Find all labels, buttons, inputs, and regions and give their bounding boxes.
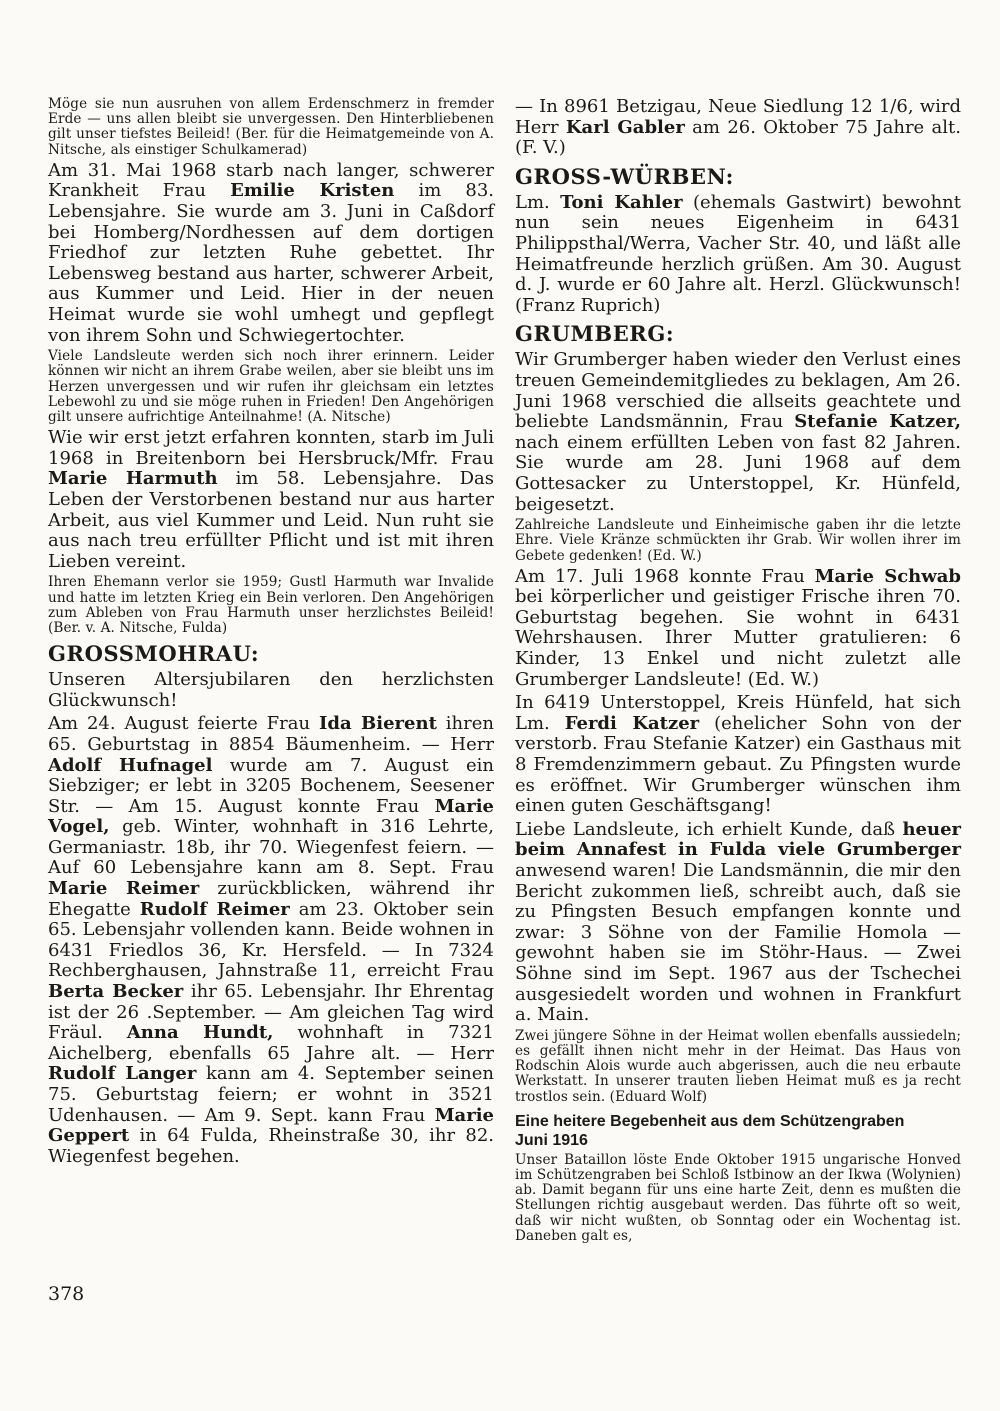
small-paragraph xyxy=(48,349,494,425)
bold-name-text: Marie Reimer xyxy=(48,878,200,900)
bold-name-text: Ferdi Katzer xyxy=(564,712,700,734)
text-run: am 23. Oktober sein 65. Lebensjahr vollenden kann. Beide wohnen in 6431 Friedlos 36, Kr. Hersfeld. — In 7324 Rechberghausen, Jahnstraße 11, erreicht Frau xyxy=(48,898,495,982)
small-paragraph xyxy=(515,1029,961,1105)
story-title: Eine heitere Begebenheit aus dem Schützengraben Juni 1916 xyxy=(515,1112,905,1150)
left-column xyxy=(48,97,494,1247)
body-paragraph xyxy=(515,820,961,1026)
text-run: In 6419 Unterstoppel, Kreis Hünfeld, hat sich Lm. xyxy=(515,692,961,734)
bold-name-text: Berta Becker xyxy=(48,981,184,1003)
section-heading: GROSSMOHRAU: xyxy=(48,641,260,667)
text-run: Viele Landsleute werden sich noch ihrer erinnern. Leider können wir nicht an ihrem Grabe weilen, aber sie bleibt uns im Herzen unvergessen und wir rufen ihr gleichsam ein letztes Lebewohl zu und sie möge ruhen in Frieden! Den Angehörigen gilt unsere aufrichtige Anteilnahme! (A. Nitsche) xyxy=(48,348,494,425)
text-run: Möge sie nun ausruhen von allem Erdenschmerz in fremder Erde — uns allen bleibt sie unvergessen. Den Hinterbliebenen gilt unser tiefstes Beileid! (Ber. für die Heimatgemeinde von A. Nitsche, als einstiger Schulkamerad) xyxy=(48,96,494,158)
text-run: Liebe Landsleute, ich erhielt Kunde, daß xyxy=(515,818,903,840)
text-run: wohnhaft in 7321 Aichelberg, ebenfalls 65 Jahre alt. — Herr xyxy=(48,1022,494,1064)
text-run: — In 8961 Betzigau, Neue Siedlung 12 1/6, wird Herr xyxy=(515,96,961,138)
right-column xyxy=(515,97,961,1247)
text-run: am 26. Oktober 75 Jahre alt. (F. V.) xyxy=(515,116,961,159)
body-paragraph xyxy=(48,161,494,346)
bold-name-text: Adolf Hufnagel xyxy=(48,754,213,776)
text-run: Wie wir erst jetzt erfahren konnten, starb im Juli 1968 in Breitenborn bei Hersbruck/Mfr. Frau xyxy=(48,427,494,469)
body-paragraph xyxy=(515,693,961,817)
body-paragraph xyxy=(48,714,494,1167)
small-paragraph xyxy=(48,97,494,158)
text-run: Unseren Altersjubilaren den herzlichsten Glückwunsch! xyxy=(48,669,494,711)
bold-name-text: Anna Hundt, xyxy=(126,1022,274,1044)
text-run: Am 24. August feierte Frau xyxy=(48,713,319,735)
bold-name-text: Emilie Kristen xyxy=(230,180,395,202)
text-run: Unser Bataillon löste Ende Oktober 1915 ungarische Honved im Schützengraben bei Schloß Istbinow an der Ikwa (Wolynien) ab. Damit begann für uns eine harte Zeit, denn es mußten die Stellungen richtig ausgebaut werden. Das führte oft so weit, daß wir nicht wußten, ob Sonntag oder ein Wochentag ist. Daneben galt es, xyxy=(515,1151,961,1244)
text-run: geb. Winter, wohnhaft in 316 Lehrte, Germaniastr. 18b, ihr 70. Wiegenfest feiern. — Auf 60 Lebensjahre kann am 8. Sept. Frau xyxy=(48,816,494,879)
body-paragraph xyxy=(48,670,494,711)
bold-name-text: Karl Gabler xyxy=(565,116,685,138)
section-heading: GROSS-WÜRBEN: xyxy=(515,163,734,189)
text-run: (ehemals Gastwirt) bewohnt nun sein neues Eigenheim in 6431 Philippsthal/Werra, Vacher Str. 40, und läßt alle Heimatfreunde herzlich grüßen. Am 30. August d. J. wurde er 60 Jahre alt. Herzl. Glückwunsch! (Franz Ruprich) xyxy=(515,191,962,316)
text-run: anwesend waren! Die Landsmännin, die mir den Bericht zukommen ließ, schreibt auch, daß sie zu Pfingsten Besuch empfangen konnte und zwar: 3 Söhne von der Familie Homola — gewohnt haben sie im Stöhr-Haus. — Zwei Söhne sind im Sept. 1967 aus der Tschechei ausgesiedelt worden und wohnen in Frankfurt a. Main. xyxy=(515,860,961,1026)
bold-name-text: Marie Vogel, xyxy=(48,795,494,838)
text-run: wurde am 7. August ein Siebziger; er lebt in 3205 Bochenem, Seesener Str. — Am 15. August konnte Frau xyxy=(48,754,494,817)
body-paragraph xyxy=(515,350,961,515)
page-number: 378 xyxy=(48,1283,85,1305)
body-paragraph xyxy=(48,428,494,572)
text-run: in 64 Fulda, Rheinstraße 30, ihr 82. Wiegenfest begehen. xyxy=(48,1125,494,1167)
bold-name-text: Rudolf Langer xyxy=(48,1063,197,1085)
text-run: im 58. Lebensjahre. Das Leben der Verstorbenen bestand nur aus harter Arbeit, aus viel Kummer und Leid. Nun ruht sie aus nach treu erfüllter Pflicht und ist mit ihren Lieben vereint. xyxy=(48,468,494,572)
small-paragraph xyxy=(515,1153,961,1244)
text-run: Wir Grumberger haben wieder den Verlust eines treuen Gemeindemitgliedes zu beklagen, Am 26. Juni 1968 verschied die allseits geachtete und beliebte Landsmännin, Frau xyxy=(515,349,961,433)
bold-name-text: Marie Schwab xyxy=(814,565,962,587)
text-run: im 83. Lebensjahre. Sie wurde am 3. Juni in Caßdorf bei Homberg/Nordhessen auf dem dortigen Friedhof zur letzten Ruhe gebettet. Ihr Lebensweg bestand aus harter, schwerer Arbeit, aus Kummer und Leid. Hier in der neuen Heimat wurde sie wohl umhegt und gepflegt von ihrem Sohn und Schwiegertochter. xyxy=(48,180,495,346)
small-paragraph xyxy=(48,575,494,636)
content-columns xyxy=(48,97,962,1247)
text-run: nach einem erfüllten Leben von fast 82 Jahren. Sie wurde am 28. Juni 1968 auf dem Gottesacker zu Unterstoppel, Kr. Hünfeld, beigesetzt. xyxy=(515,431,961,515)
bold-name-text: Marie Geppert xyxy=(48,1104,494,1147)
text-run: Ihren Ehemann verlor sie 1959; Gustl Harmuth war Invalide und hatte im letzten Krieg ein Bein verloren. Den Angehörigen zum Ableben von Frau Harmuth unser herzlichstes Beileid! (Ber. v. A. Nitsche, Fulda) xyxy=(48,574,494,636)
text-run: Zwei jüngere Söhne in der Heimat wollen ebenfalls aussiedeln; es gefällt ihnen nicht mehr in der Heimat. Das Haus von Rodschin Alois wurde auch abgerissen, auch die neu erbaute Werkstatt. In unserer trauten lieben Heimat muß es ja recht trostlos sein. (Eduard Wolf) xyxy=(515,1027,961,1105)
text-run: ihr 65. Lebensjahr. Ihr Ehrentag ist der 26 .September. — Am gleichen Tag wird Fräul. xyxy=(48,981,494,1044)
text-run: bei körperlicher und geistiger Frische ihren 70. Geburtstag begehen. Sie wohnt in 6431 Wehrshausen. Ihrer Mutter gratulieren: 6 Kinder, 13 Enkel und nicht zuletzt alle Grumberger Landsleute! (Ed. W.) xyxy=(515,586,961,690)
text-run: kann am 4. September seinen 75. Geburtstag feiern; er wohnt in 3521 Udenhausen. — Am 9. Sept. kann Frau xyxy=(48,1063,494,1126)
bold-name-text: Marie Harmuth xyxy=(48,468,218,490)
bold-name-text: Rudolf Reimer xyxy=(139,898,290,920)
bold-name-text: Toni Kahler xyxy=(560,191,683,213)
body-paragraph xyxy=(515,97,961,159)
small-paragraph xyxy=(515,518,961,564)
bold-name-text: heuer beim Annafest in Fulda viele Grumberger xyxy=(515,818,961,861)
text-run: ihren 65. Geburtstag in 8854 Bäumenheim. — Herr xyxy=(48,713,494,755)
text-run: Lm. xyxy=(515,191,561,213)
text-run: Zahlreiche Landsleute und Einheimische gaben ihr die letzte Ehre. Viele Kränze schmückten ihr Grab. Wir wollen ihrer im Gebete gedenken! (Ed. W.) xyxy=(515,517,961,564)
text-run: Am 17. Juli 1968 konnte Frau xyxy=(515,565,815,587)
text-run: zurückblicken, während ihr Ehegatte xyxy=(48,878,494,920)
text-run: Am 31. Mai 1968 starb nach langer, schwerer Krankheit Frau xyxy=(48,159,494,202)
text-run: (ehelicher Sohn von der verstorb. Frau Stefanie Katzer) ein Gasthaus mit 8 Fremdenzimmern gebaut. Zu Pfingsten wurde es eröffnet. Wir Grumberger wünschen ihm einen guten Geschäftsgang! xyxy=(515,712,962,817)
bold-name-text: Ida Bierent xyxy=(318,713,437,735)
section-heading: GRUMBERG: xyxy=(515,321,675,347)
body-paragraph xyxy=(515,193,961,317)
body-paragraph xyxy=(515,567,961,691)
bold-name-text: Stefanie Katzer, xyxy=(794,411,961,433)
